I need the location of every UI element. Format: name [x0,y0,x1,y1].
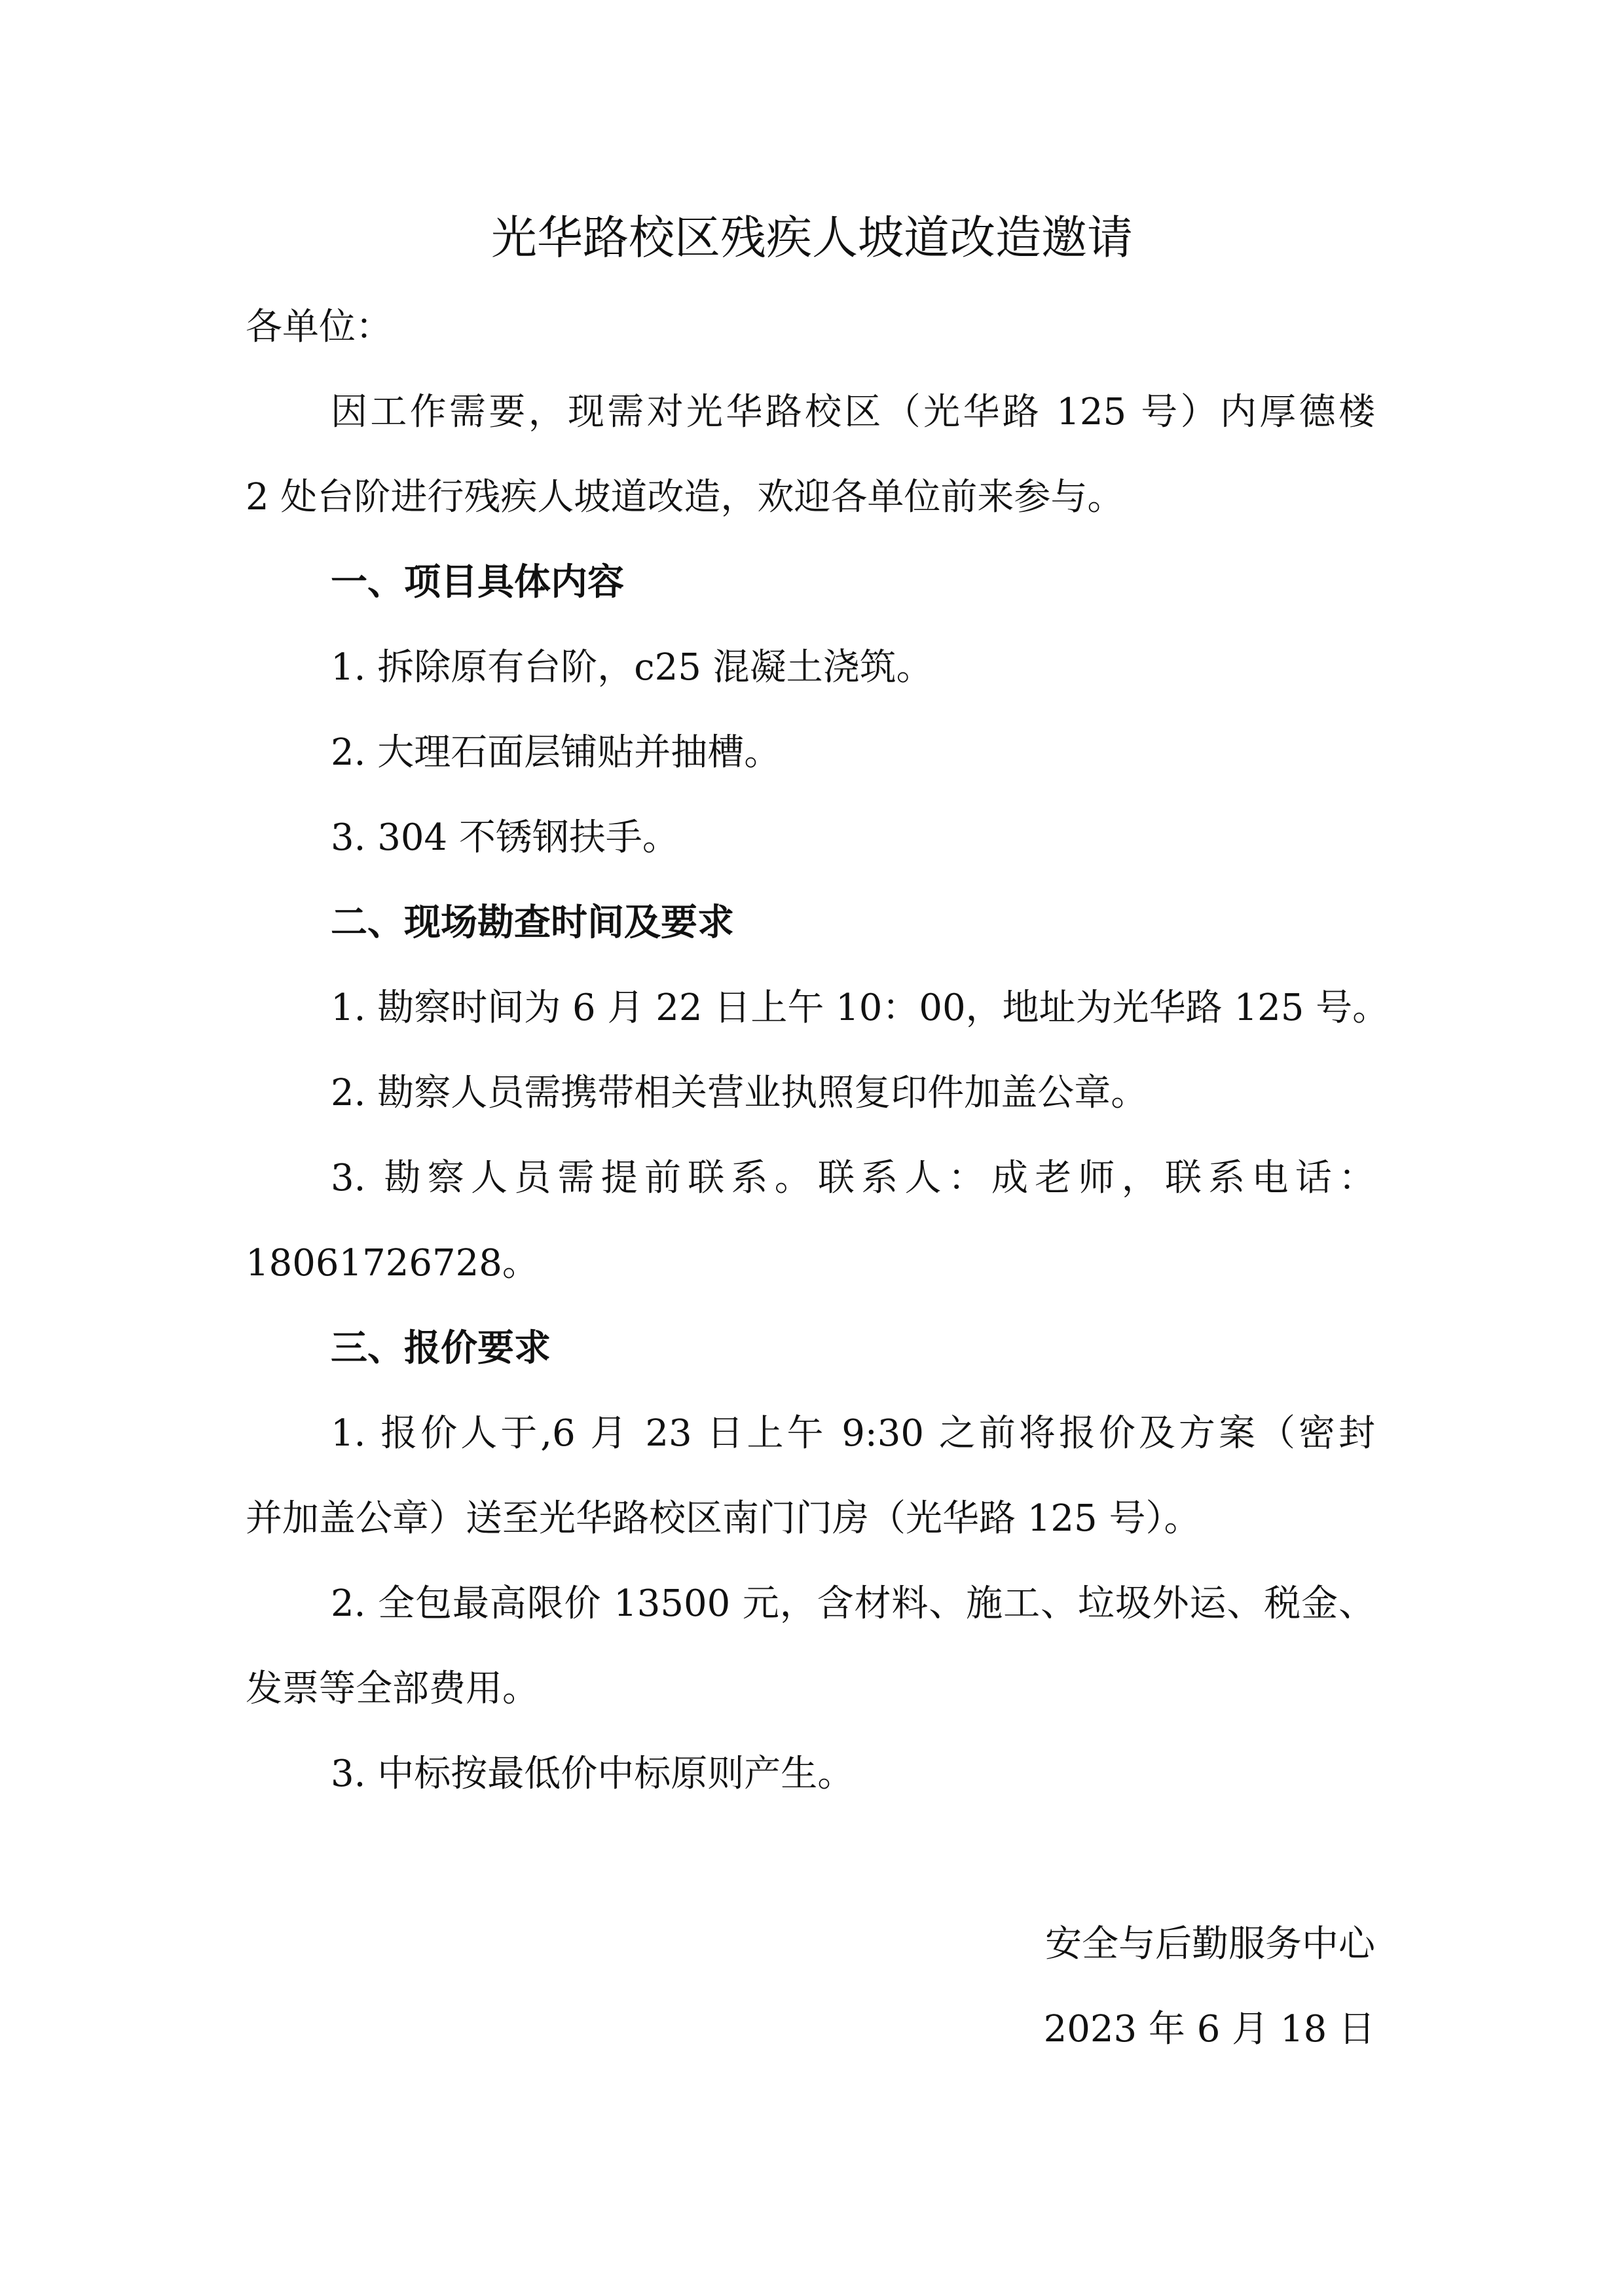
signature-date: 2023 年 6 月 18 日 [1043,2008,1375,2050]
document-title: 光华路校区残疾人坡道改造邀请 [491,211,1133,264]
section-3-item-1-cont: 并加盖公章）送至光华路校区南门门房（光华路 125 号）。 [246,1497,1201,1540]
section-2-heading: 二、现场勘查时间及要求 [331,902,734,944]
section-1-item-1: 1. 拆除原有台阶，c25 混凝土浇筑。 [331,646,933,689]
section-3-item-1: 1. 报价人于,6 月 23 日上午 9:30 之前将报价及方案（密封 [331,1412,1375,1455]
signature-org: 安全与后勤服务中心 [1045,1923,1375,1965]
section-3-item-2: 2. 全包最高限价 13500 元，含材料、施工、垃圾外运、税金、 [331,1582,1375,1625]
salutation: 各单位： [246,306,392,348]
section-1-item-3: 3. 304 不锈钢扶手。 [331,816,679,859]
section-1-heading: 一、项目具体内容 [331,561,624,604]
section-3-heading: 三、报价要求 [331,1327,551,1370]
section-3-item-3: 3. 中标按最低价中标原则产生。 [331,1753,855,1795]
intro-line-1: 因工作需要，现需对光华路校区（光华路 125 号）内厚德楼 [331,391,1375,433]
section-2-item-3-cont: 18061726728。 [246,1242,539,1285]
section-2-item-3: 3. 勘察人员需提前联系。联系人：成老师，联系电话： [331,1157,1375,1199]
section-2-item-1: 1. 勘察时间为 6 月 22 日上午 10：00，地址为光华路 125 号。 [331,987,1390,1029]
section-3-item-2-cont: 发票等全部费用。 [246,1667,539,1710]
intro-line-2: 2 处台阶进行残疾人坡道改造，欢迎各单位前来参与。 [246,476,1124,519]
section-1-item-2: 2. 大理石面层铺贴并抽槽。 [331,731,781,774]
section-2-item-2: 2. 勘察人员需携带相关营业执照复印件加盖公章。 [331,1072,1148,1114]
